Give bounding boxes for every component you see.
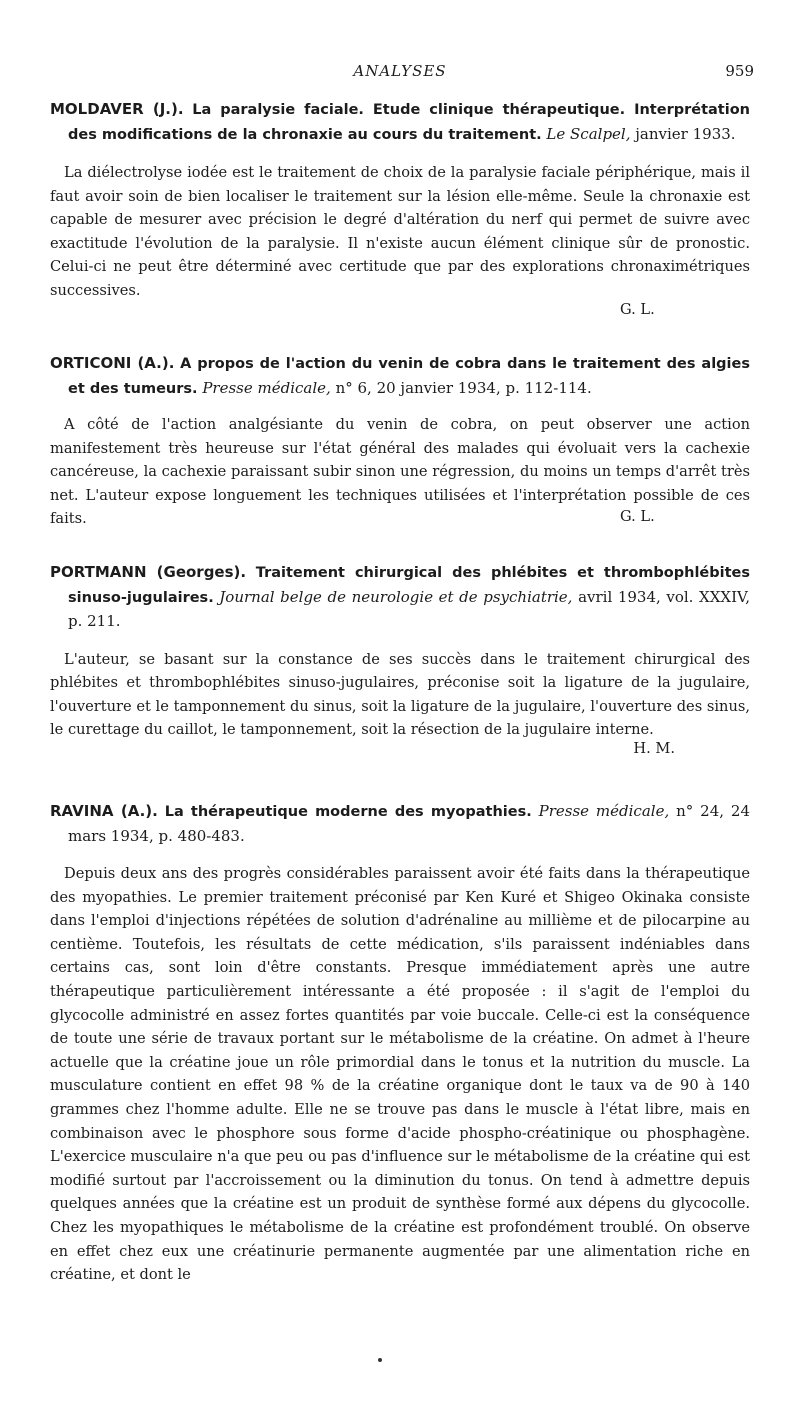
abstract-entry [50, 352, 750, 531]
entry-citation: avril 1934, vol. XXXIV, p. 211. [68, 587, 750, 630]
abstract-entry [50, 98, 750, 318]
abstract-entry [50, 561, 750, 757]
entry-body: Depuis deux ans des progrès considérables paraissent avoir été faits dans la thérapeutique des myopathies. Le premier traitement préconisé par Ken Kuré et Shigeo Okinaka consiste dans l'emploi d'injections répétées de solution d'adrénaline au millième et de pilocarpine au centième. Toutefois, les résultats de cette médication, s'ils paraissent indéniables dans certains cas, sont loin d'être constants. Presque immédiatement après une autre thérapeutique particulièrement intéressante a été proposée : il s'agit de l'emploi du glycocolle administré en assez fortes quantités par voie buccale. Celle-ci est la conséquence de toute une série de travaux portant sur le métabolisme de la créatine. On admet à l'heure actuelle que la créatine joue un rôle primordial dans le tonus et la nutrition du muscle. La musculature contient en effet 98 % de la créatine organique dont le taux va de 90 à 140 grammes chez l'homme adulte. Elle ne se trouve pas dans le muscle à l'état libre, mais en combinaison avec le phosphore sous forme d'acide phospho-créatinique ou phosphagène. L'exercice musculaire n'a que peu ou pas d'influence sur le métabolisme de la créatine qui est modifié surtout par l'accroissement ou la diminution du tonus. On tend à admettre depuis quelques années que la créatine est un produit de synthèse formé aux dépens du glycocolle. Chez les myopathiques le métabolisme de la créatine est profondément troublé. On observe en effet chez eux une créatinurie permanente augmentée par une alimentation riche en créatine, et dont le [50, 865, 750, 1284]
footer-dot [378, 1358, 382, 1362]
entry-source: Presse médicale, [202, 378, 331, 397]
running-title: ANALYSES [353, 62, 447, 80]
entry-author: RAVINA (A.). [50, 802, 158, 820]
entry-body: L'auteur, se basant sur la constance de ses succès dans le traitement chirurgical des phlébites et thrombophlébites sinuso-jugulaires, préconise soit la ligature de la jugulaire, l'ouverture et le tamponnement du sinus, soit la ligature de la jugulaire, l'ouverture des sinus, le curettage du caillot, le tamponnement, soit la résection de la jugulaire interne. [50, 650, 750, 739]
entry-heading [50, 561, 750, 634]
entry-author: ORTICONI (A.). [50, 354, 175, 372]
running-head [0, 62, 800, 86]
entry-body: La diélectrolyse iodée est le traitement de choix de la paralysie faciale périphérique, mais il faut avoir soin de bien localiser le traitement sur la lésion elle-même. Seule la chronaxie est capable de mesurer avec précision le degré d'altération du nerf qui permet de suivre avec exactitude l'évolution de la paralysie. Il n'existe aucun élément clinique sûr de pronostic. Celui-ci ne peut être déterminé avec certitude que par des explorations chronaximétriques successives. [50, 164, 750, 299]
entry-heading [50, 800, 750, 848]
entry-body: A côté de l'action analgésiante du venin de cobra, on peut observer une action manifestement très heureuse sur l'état général des malades qui évoluait vers la cachexie cancéreuse, la cachexie paraissant subir sinon une régression, du moins un temps d'arrêt très net. L'auteur expose longuement les techniques utilisées et l'interprétation possible de ces faits. [50, 416, 750, 528]
entry-signature: G. L. [620, 301, 655, 318]
entry-citation: n° 24, 24 mars 1934, p. 480-483. [68, 802, 750, 845]
entry-author: PORTMANN (Georges). [50, 563, 247, 581]
entry-signature: H. M. [633, 739, 675, 757]
entry-source: Presse médicale, [538, 802, 670, 820]
entry-title: A propos de l'action du venin de cobra dans le traitement des algies et des tumeurs. [68, 356, 750, 397]
page-number: 959 [725, 62, 754, 80]
entry-author: MOLDAVER (J.). [50, 100, 184, 118]
entry-source: Journal belge de neurologie et de psychiatrie, [219, 587, 573, 606]
entry-title: La paralysie faciale. Etude clinique thérapeutique. Interprétation des modifications de la chronaxie au cours du traitement. [68, 102, 750, 143]
entry-title: La thérapeutique moderne des myopathies. [164, 804, 532, 820]
abstract-entry [50, 800, 750, 1287]
entry-citation: janvier 1933. [635, 124, 736, 143]
entry-title: Traitement chirurgical des phlébites et thrombophlébites sinuso-jugulaires. [68, 565, 750, 606]
entry-signature: G. L. [620, 508, 655, 525]
entry-source: Le Scalpel, [546, 124, 631, 143]
entry-citation: n° 6, 20 janvier 1934, p. 112-114. [335, 378, 592, 397]
entry-heading [50, 98, 750, 147]
entry-heading [50, 352, 750, 401]
